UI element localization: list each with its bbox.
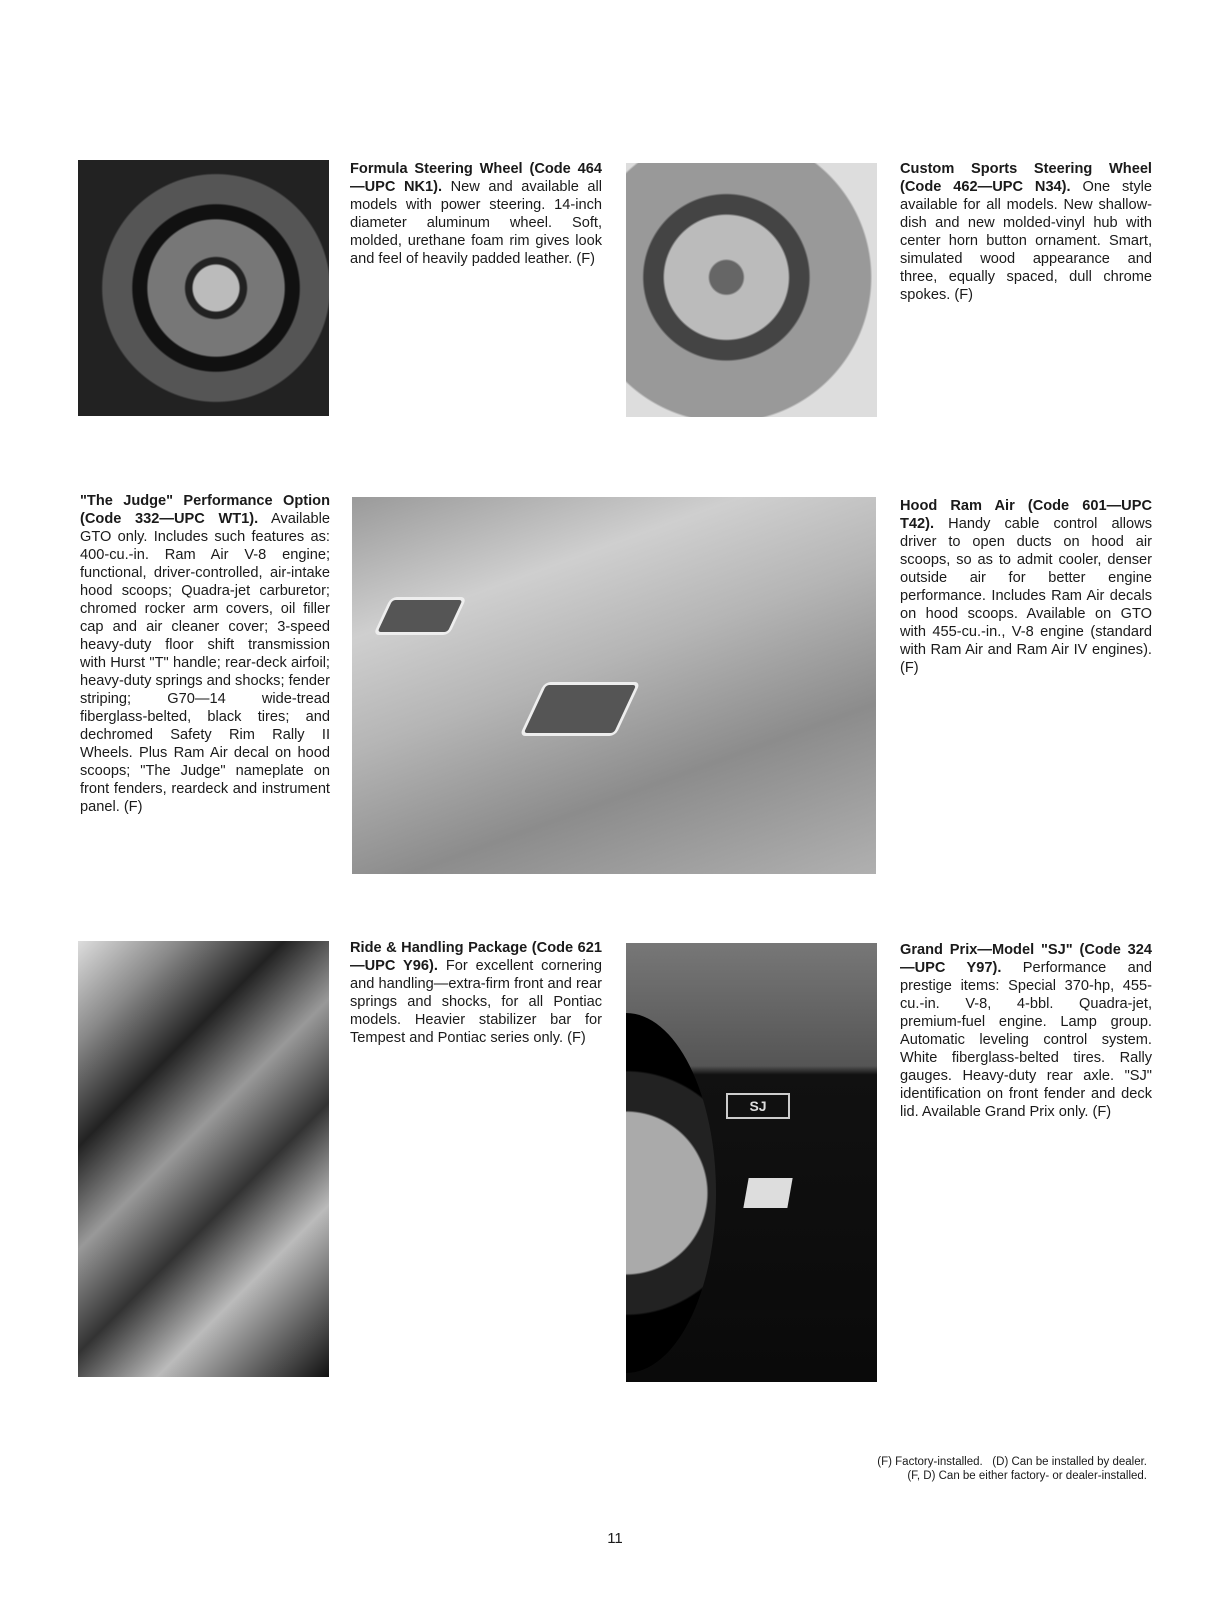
ride-handling-suspension-photo — [78, 941, 329, 1377]
formula-steering-wheel-photo — [78, 160, 329, 416]
hood-ram-air-photo — [352, 497, 876, 874]
page-number: 11 — [607, 1530, 623, 1547]
grand-prix-sj-photo — [626, 943, 877, 1382]
ride-handling-text — [350, 939, 602, 1047]
custom-sports-steering-wheel-text — [900, 160, 1152, 304]
item-title: Grand Prix—Model "SJ" (Code 324—UPC Y97). — [900, 942, 1152, 976]
formula-steering-wheel-text — [350, 160, 602, 268]
the-judge-text — [80, 492, 330, 816]
item-title: "The Judge" Performance Option (Code 332—UPC WT1). — [80, 493, 330, 527]
item-body: Available GTO only. Includes such features as: 400-cu.-in. Ram Air V-8 engine; functional, driver-controlled, air-intake hood scoops; Quadra-jet carburetor; chromed rocker arm covers, oil filler cap and air cleaner cover; 3-speed heavy-duty floor shift transmission with Hurst "T" handle; rear-deck airfoil; heavy-duty springs and shocks; fender striping; G70—14 wide-tread fiberglass-belted, black tires; and dechromed Safety Rim Rally II Wheels. Plus Ram Air decal on hood scoops; "The Judge" nameplate on front fenders, reardeck and instrument panel. (F) — [80, 511, 330, 815]
item-body: For excellent cornering and handling—extra-firm front and rear springs and shocks, for all Pontiac models. Heavier stabilizer bar for Tempest and Pontiac series only. (F) — [350, 958, 602, 1046]
item-body: One style available for all models. New shallow-dish and new molded-vinyl hub with center horn button ornament. Smart, simulated wood appearance and three, equally spaced, dull chrome spokes. (F) — [900, 179, 1152, 303]
item-title: Ride & Handling Package (Code 621—UPC Y96). — [350, 940, 602, 974]
item-body: Handy cable control allows driver to open ducts on hood air scoops, so as to admit cooler, denser outside air for better engine performance. Includes Ram Air decals on hood scoops. Available on GTO with 455-cu.-in., V-8 engine (standard with Ram Air and Ram Air IV engines). (F) — [900, 516, 1152, 676]
item-title: Formula Steering Wheel (Code 464—UPC NK1). — [350, 161, 602, 195]
item-title: Custom Sports Steering Wheel (Code 462—UPC N34). — [900, 161, 1152, 195]
item-body: Performance and prestige items: Special 370-hp, 455-cu.-in. V-8, 4-bbl. Quadra-jet, premium-fuel engine. Lamp group. Automatic leveling control system. White fiberglass-belted tires. Rally gauges. Heavy-duty rear axle. "SJ" identification on front fender and deck lid. Available Grand Prix only. (F) — [900, 960, 1152, 1120]
item-body: New and available all models with power steering. 14-inch diameter aluminum wheel. Soft, molded, urethane foam rim gives look and feel of heavily padded leather. (F) — [350, 179, 602, 267]
footnote — [780, 1455, 1147, 1483]
footnote-line: (F, D) Can be either factory- or dealer-installed. — [907, 1470, 1147, 1482]
hood-scoop — [519, 682, 640, 736]
grand-prix-sj-text — [900, 941, 1152, 1121]
side-marker-lamp — [743, 1178, 792, 1208]
hood-ram-air-text — [900, 497, 1152, 677]
sj-badge: SJ — [726, 1093, 790, 1119]
item-title: Hood Ram Air (Code 601—UPC T42). — [900, 498, 1152, 532]
footnote-line: (F) Factory-installed. (D) Can be installed by dealer. — [877, 1456, 1147, 1468]
custom-sports-steering-wheel-photo — [626, 163, 877, 417]
tire — [626, 1013, 716, 1373]
hood-scoop — [373, 597, 467, 635]
